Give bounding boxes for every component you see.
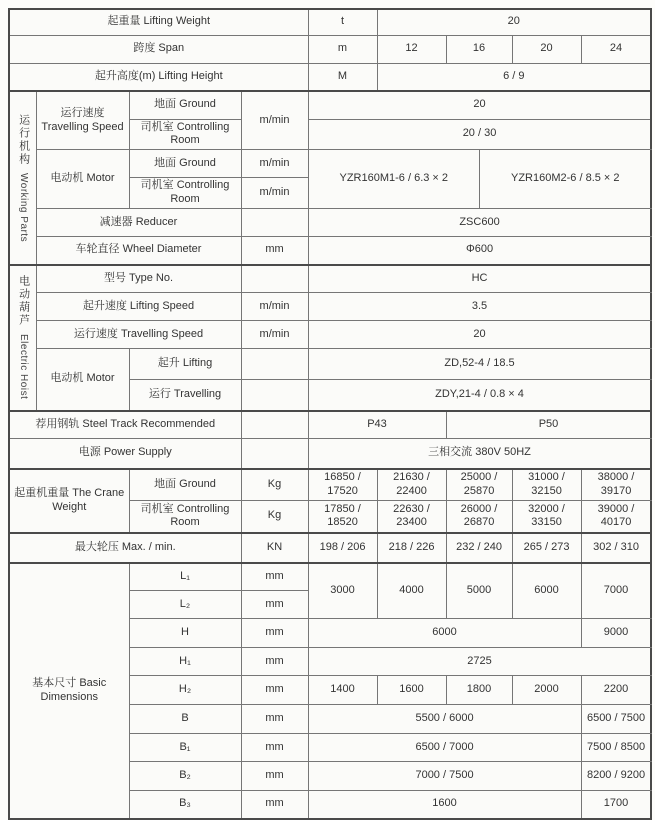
electric-hoist-vertical-label	[10, 275, 36, 399]
hoist-motor-travelling-unit	[241, 380, 308, 411]
h1-label: H₁	[129, 648, 241, 676]
electric-hoist-zh: 电动葫芦	[17, 275, 30, 328]
h2-value-2: 1600	[377, 676, 446, 705]
row-reducer	[9, 209, 651, 237]
crane-weight-label: 起重机重量 The Crane Weight	[9, 469, 129, 533]
l-value-2: 4000	[377, 563, 446, 619]
steel-track-value-left: P43	[308, 411, 446, 439]
l-value-5: 7000	[581, 563, 651, 619]
travel-motor-label: 电动机 Motor	[36, 150, 129, 209]
electric-hoist-en: Electric Hoist	[18, 334, 29, 400]
power-supply-label: 电源 Power Supply	[9, 439, 241, 469]
b1-label: B₁	[129, 734, 241, 762]
span-unit: m	[308, 35, 377, 63]
travelling-speed-unit: m/min	[241, 91, 308, 150]
hoist-lifting-speed-label: 起升速度 Lifting Speed	[36, 293, 241, 321]
row-hoist-motor-lifting	[9, 349, 651, 380]
working-parts-zh: 运行机构	[17, 113, 30, 166]
row-lifting-weight	[9, 9, 651, 35]
hoist-motor-travelling-value: ZDY,21-4 / 0.8 × 4	[308, 380, 651, 411]
span-value-2: 16	[446, 35, 512, 63]
row-max-wheel-load	[9, 533, 651, 563]
travelling-speed-cab-value: 20 / 30	[308, 119, 651, 150]
lifting-weight-label: 起重量 Lifting Weight	[9, 9, 308, 35]
h1-value: 2725	[308, 648, 651, 676]
b-unit: mm	[241, 705, 308, 734]
h2-label: H₂	[129, 676, 241, 705]
lifting-height-label: 起升高度(m) Lifting Height	[9, 63, 308, 91]
lifting-weight-value: 20	[377, 9, 651, 35]
max-wheel-load-unit: KN	[241, 533, 308, 563]
b2-label: B₂	[129, 762, 241, 791]
hoist-travelling-speed-label: 运行速度 Travelling Speed	[36, 321, 241, 349]
row-lifting-height	[9, 63, 651, 91]
crane-weight-ground-value-5: 38000 / 39170	[581, 469, 651, 501]
b2-value-left: 7000 / 7500	[308, 762, 581, 791]
row-power-supply	[9, 439, 651, 469]
hoist-travelling-speed-unit: m/min	[241, 321, 308, 349]
span-value-1: 12	[377, 35, 446, 63]
l2-label: L₂	[129, 591, 241, 619]
h2-value-5: 2200	[581, 676, 651, 705]
h-value-right: 9000	[581, 619, 651, 648]
hoist-lifting-speed-value: 3.5	[308, 293, 651, 321]
crane-weight-cab-value-2: 22630 / 23400	[377, 501, 446, 533]
b-label: B	[129, 705, 241, 734]
max-wheel-load-value-2: 218 / 226	[377, 533, 446, 563]
crane-weight-cab-unit: Kg	[241, 501, 308, 533]
steel-track-unit	[241, 411, 308, 439]
wheel-diameter-label: 车轮直径 Wheel Diameter	[36, 237, 241, 265]
group-electric-hoist	[9, 265, 36, 411]
wheel-diameter-unit: mm	[241, 237, 308, 265]
hoist-motor-lifting-value: ZD,52-4 / 18.5	[308, 349, 651, 380]
b3-value-right: 1700	[581, 791, 651, 819]
row-wheel-diameter	[9, 237, 651, 265]
travel-motor-ground-label: 地面 Ground	[129, 150, 241, 178]
row-span	[9, 35, 651, 63]
h1-unit: mm	[241, 648, 308, 676]
b2-value-right: 8200 / 9200	[581, 762, 651, 791]
working-parts-vertical-label	[10, 114, 36, 242]
hoist-motor-lifting-label: 起升 Lifting	[129, 349, 241, 380]
power-supply-value: 三相交流 380V 50HZ	[308, 439, 651, 469]
l-value-1: 3000	[308, 563, 377, 619]
crane-weight-ground-value-2: 21630 / 22400	[377, 469, 446, 501]
travel-motor-values	[308, 150, 651, 209]
b3-label: B₃	[129, 791, 241, 819]
crane-weight-ground-unit: Kg	[241, 469, 308, 501]
row-hoist-lifting-speed	[9, 293, 651, 321]
crane-weight-ground-value-3: 25000 / 25870	[446, 469, 512, 501]
row-travel-motor-ground	[9, 150, 651, 178]
h-value-left: 6000	[308, 619, 581, 648]
power-supply-unit	[241, 439, 308, 469]
crane-weight-ground-value-1: 16850 / 17520	[308, 469, 377, 501]
lifting-weight-unit: t	[308, 9, 377, 35]
crane-weight-cab-value-5: 39000 / 40170	[581, 501, 651, 533]
travel-motor-cab-label: 司机室 Controlling Room	[129, 178, 241, 209]
b2-unit: mm	[241, 762, 308, 791]
working-parts-en: Working Parts	[18, 172, 29, 242]
crane-weight-cab-label: 司机室 Controlling Room	[129, 501, 241, 533]
hoist-travelling-speed-value: 20	[308, 321, 651, 349]
hoist-motor-label: 电动机 Motor	[36, 349, 129, 411]
travelling-speed-ground-value: 20	[308, 91, 651, 119]
crane-spec-table	[8, 8, 652, 820]
crane-weight-cab-value-4: 32000 / 33150	[512, 501, 581, 533]
h-unit: mm	[241, 619, 308, 648]
b1-value-right: 7500 / 8500	[581, 734, 651, 762]
reducer-value: ZSC600	[308, 209, 651, 237]
lifting-height-value: 6 / 9	[377, 63, 651, 91]
max-wheel-load-value-5: 302 / 310	[581, 533, 651, 563]
max-wheel-load-value-1: 198 / 206	[308, 533, 377, 563]
h2-value-3: 1800	[446, 676, 512, 705]
b3-value-left: 1600	[308, 791, 581, 819]
hoist-motor-travelling-label: 运行 Travelling	[129, 380, 241, 411]
steel-track-value-right: P50	[446, 411, 651, 439]
travelling-speed-cab-label: 司机室 Controlling Room	[129, 119, 241, 150]
h2-unit: mm	[241, 676, 308, 705]
spec-sheet	[8, 8, 652, 820]
type-no-unit	[241, 265, 308, 293]
crane-weight-cab-value-1: 17850 / 18520	[308, 501, 377, 533]
row-steel-track	[9, 411, 651, 439]
lifting-height-unit: M	[308, 63, 377, 91]
crane-weight-ground-label: 地面 Ground	[129, 469, 241, 501]
row-type-no	[9, 265, 651, 293]
l1-label: L₁	[129, 563, 241, 591]
reducer-label: 减速器 Reducer	[36, 209, 241, 237]
l-value-3: 5000	[446, 563, 512, 619]
travel-motor-cab-unit: m/min	[241, 178, 308, 209]
b3-unit: mm	[241, 791, 308, 819]
span-value-4: 24	[581, 35, 651, 63]
travel-motor-split	[309, 150, 651, 208]
crane-weight-cab-value-3: 26000 / 26870	[446, 501, 512, 533]
h2-value-1: 1400	[308, 676, 377, 705]
travelling-speed-label: 运行速度 Travelling Speed	[36, 91, 129, 150]
travel-motor-value-left: YZR160M1-6 / 6.3 × 2	[309, 150, 481, 208]
type-no-value: HC	[308, 265, 651, 293]
type-no-label: 型号 Type No.	[36, 265, 241, 293]
l-value-4: 6000	[512, 563, 581, 619]
b1-unit: mm	[241, 734, 308, 762]
h-label: H	[129, 619, 241, 648]
row-hoist-travelling-speed	[9, 321, 651, 349]
max-wheel-load-label: 最大轮压 Max. / min.	[9, 533, 241, 563]
hoist-motor-lifting-unit	[241, 349, 308, 380]
travelling-speed-ground-label: 地面 Ground	[129, 91, 241, 119]
max-wheel-load-value-4: 265 / 273	[512, 533, 581, 563]
reducer-unit	[241, 209, 308, 237]
basic-dimensions-label: 基本尺寸 Basic Dimensions	[9, 563, 129, 819]
span-value-3: 20	[512, 35, 581, 63]
travel-motor-value-right: YZR160M2-6 / 8.5 × 2	[511, 172, 620, 185]
wheel-diameter-value: Φ600	[308, 237, 651, 265]
steel-track-label: 荐用钢轨 Steel Track Recommended	[9, 411, 241, 439]
l1-unit: mm	[241, 563, 308, 591]
span-label: 跨度 Span	[9, 35, 308, 63]
row-crane-weight-ground	[9, 469, 651, 501]
b-value-left: 5500 / 6000	[308, 705, 581, 734]
b1-value-left: 6500 / 7000	[308, 734, 581, 762]
l2-unit: mm	[241, 591, 308, 619]
row-l1	[9, 563, 651, 591]
crane-weight-ground-value-4: 31000 / 32150	[512, 469, 581, 501]
group-working-parts	[9, 91, 36, 265]
max-wheel-load-value-3: 232 / 240	[446, 533, 512, 563]
row-travelling-speed-ground	[9, 91, 651, 119]
travel-motor-ground-unit: m/min	[241, 150, 308, 178]
h2-value-4: 2000	[512, 676, 581, 705]
b-value-right: 6500 / 7500	[581, 705, 651, 734]
hoist-lifting-speed-unit: m/min	[241, 293, 308, 321]
